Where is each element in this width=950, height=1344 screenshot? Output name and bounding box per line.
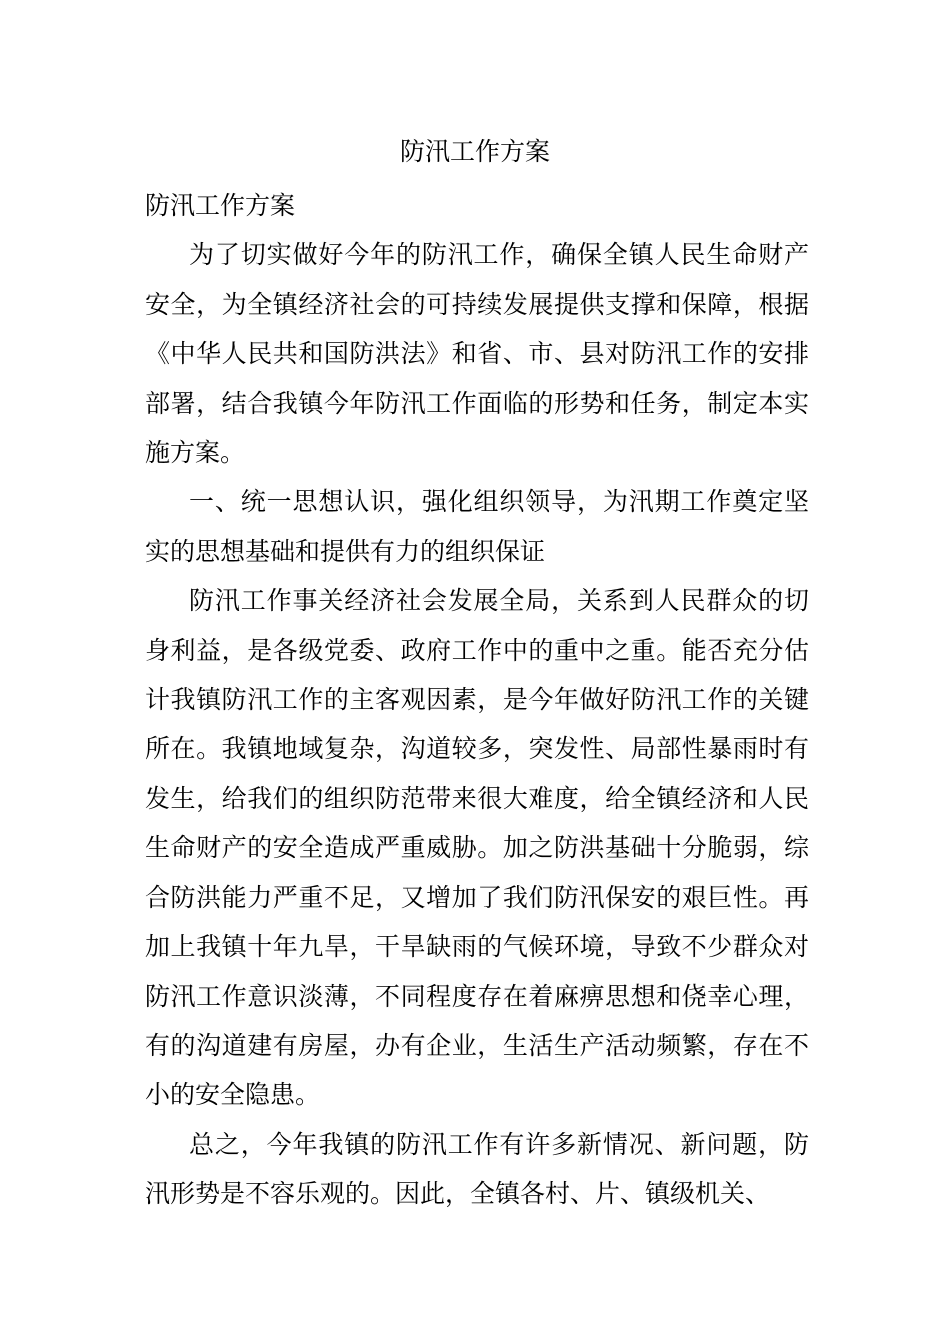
- document-subtitle: 防汛工作方案: [145, 191, 296, 220]
- paragraph-situation: 防汛工作事关经济社会发展全局，关系到人民群众的切身利益，是各级党委、政府工作中的重中之重。能否充分估计我镇防汛工作的主客观因素，是今年做好防汛工作的关键所在。我镇地域复杂，沟道较多，突发性、局部性暴雨时有发生，给我们的组织防范带来很大难度，给全镇经济和人民生命财产的安全造成严重威胁。加之防洪基础十分脆弱，综合防洪能力严重不足，又增加了我们防汛保安的艰巨性。再加上我镇十年九旱，干旱缺雨的气候环境，导致不少群众对防汛工作意识淡薄，不同程度存在着麻痹思想和侥幸心理，有的沟道建有房屋，办有企业，生活生产活动频繁，存在不小的安全隐患。: [145, 586, 809, 1110]
- section-heading-1: 一、统一思想认识，强化组织领导，为汛期工作奠定坚实的思想基础和提供有力的组织保证: [145, 487, 809, 566]
- paragraph-intro: 为了切实做好今年的防汛工作，确保全镇人民生命财产安全，为全镇经济社会的可持续发展提供支撑和保障，根据《中华人民共和国防洪法》和省、市、县对防汛工作的安排部署，结合我镇今年防汛工作面临的形势和任务，制定本实施方案。: [145, 240, 809, 468]
- document-body: [145, 181, 809, 1219]
- paragraph-summary: 总之，今年我镇的防汛工作有许多新情况、新问题，防汛形势是不容乐观的。因此，全镇各村、片、镇级机关、: [145, 1129, 809, 1209]
- document-title: 防汛工作方案: [399, 137, 550, 166]
